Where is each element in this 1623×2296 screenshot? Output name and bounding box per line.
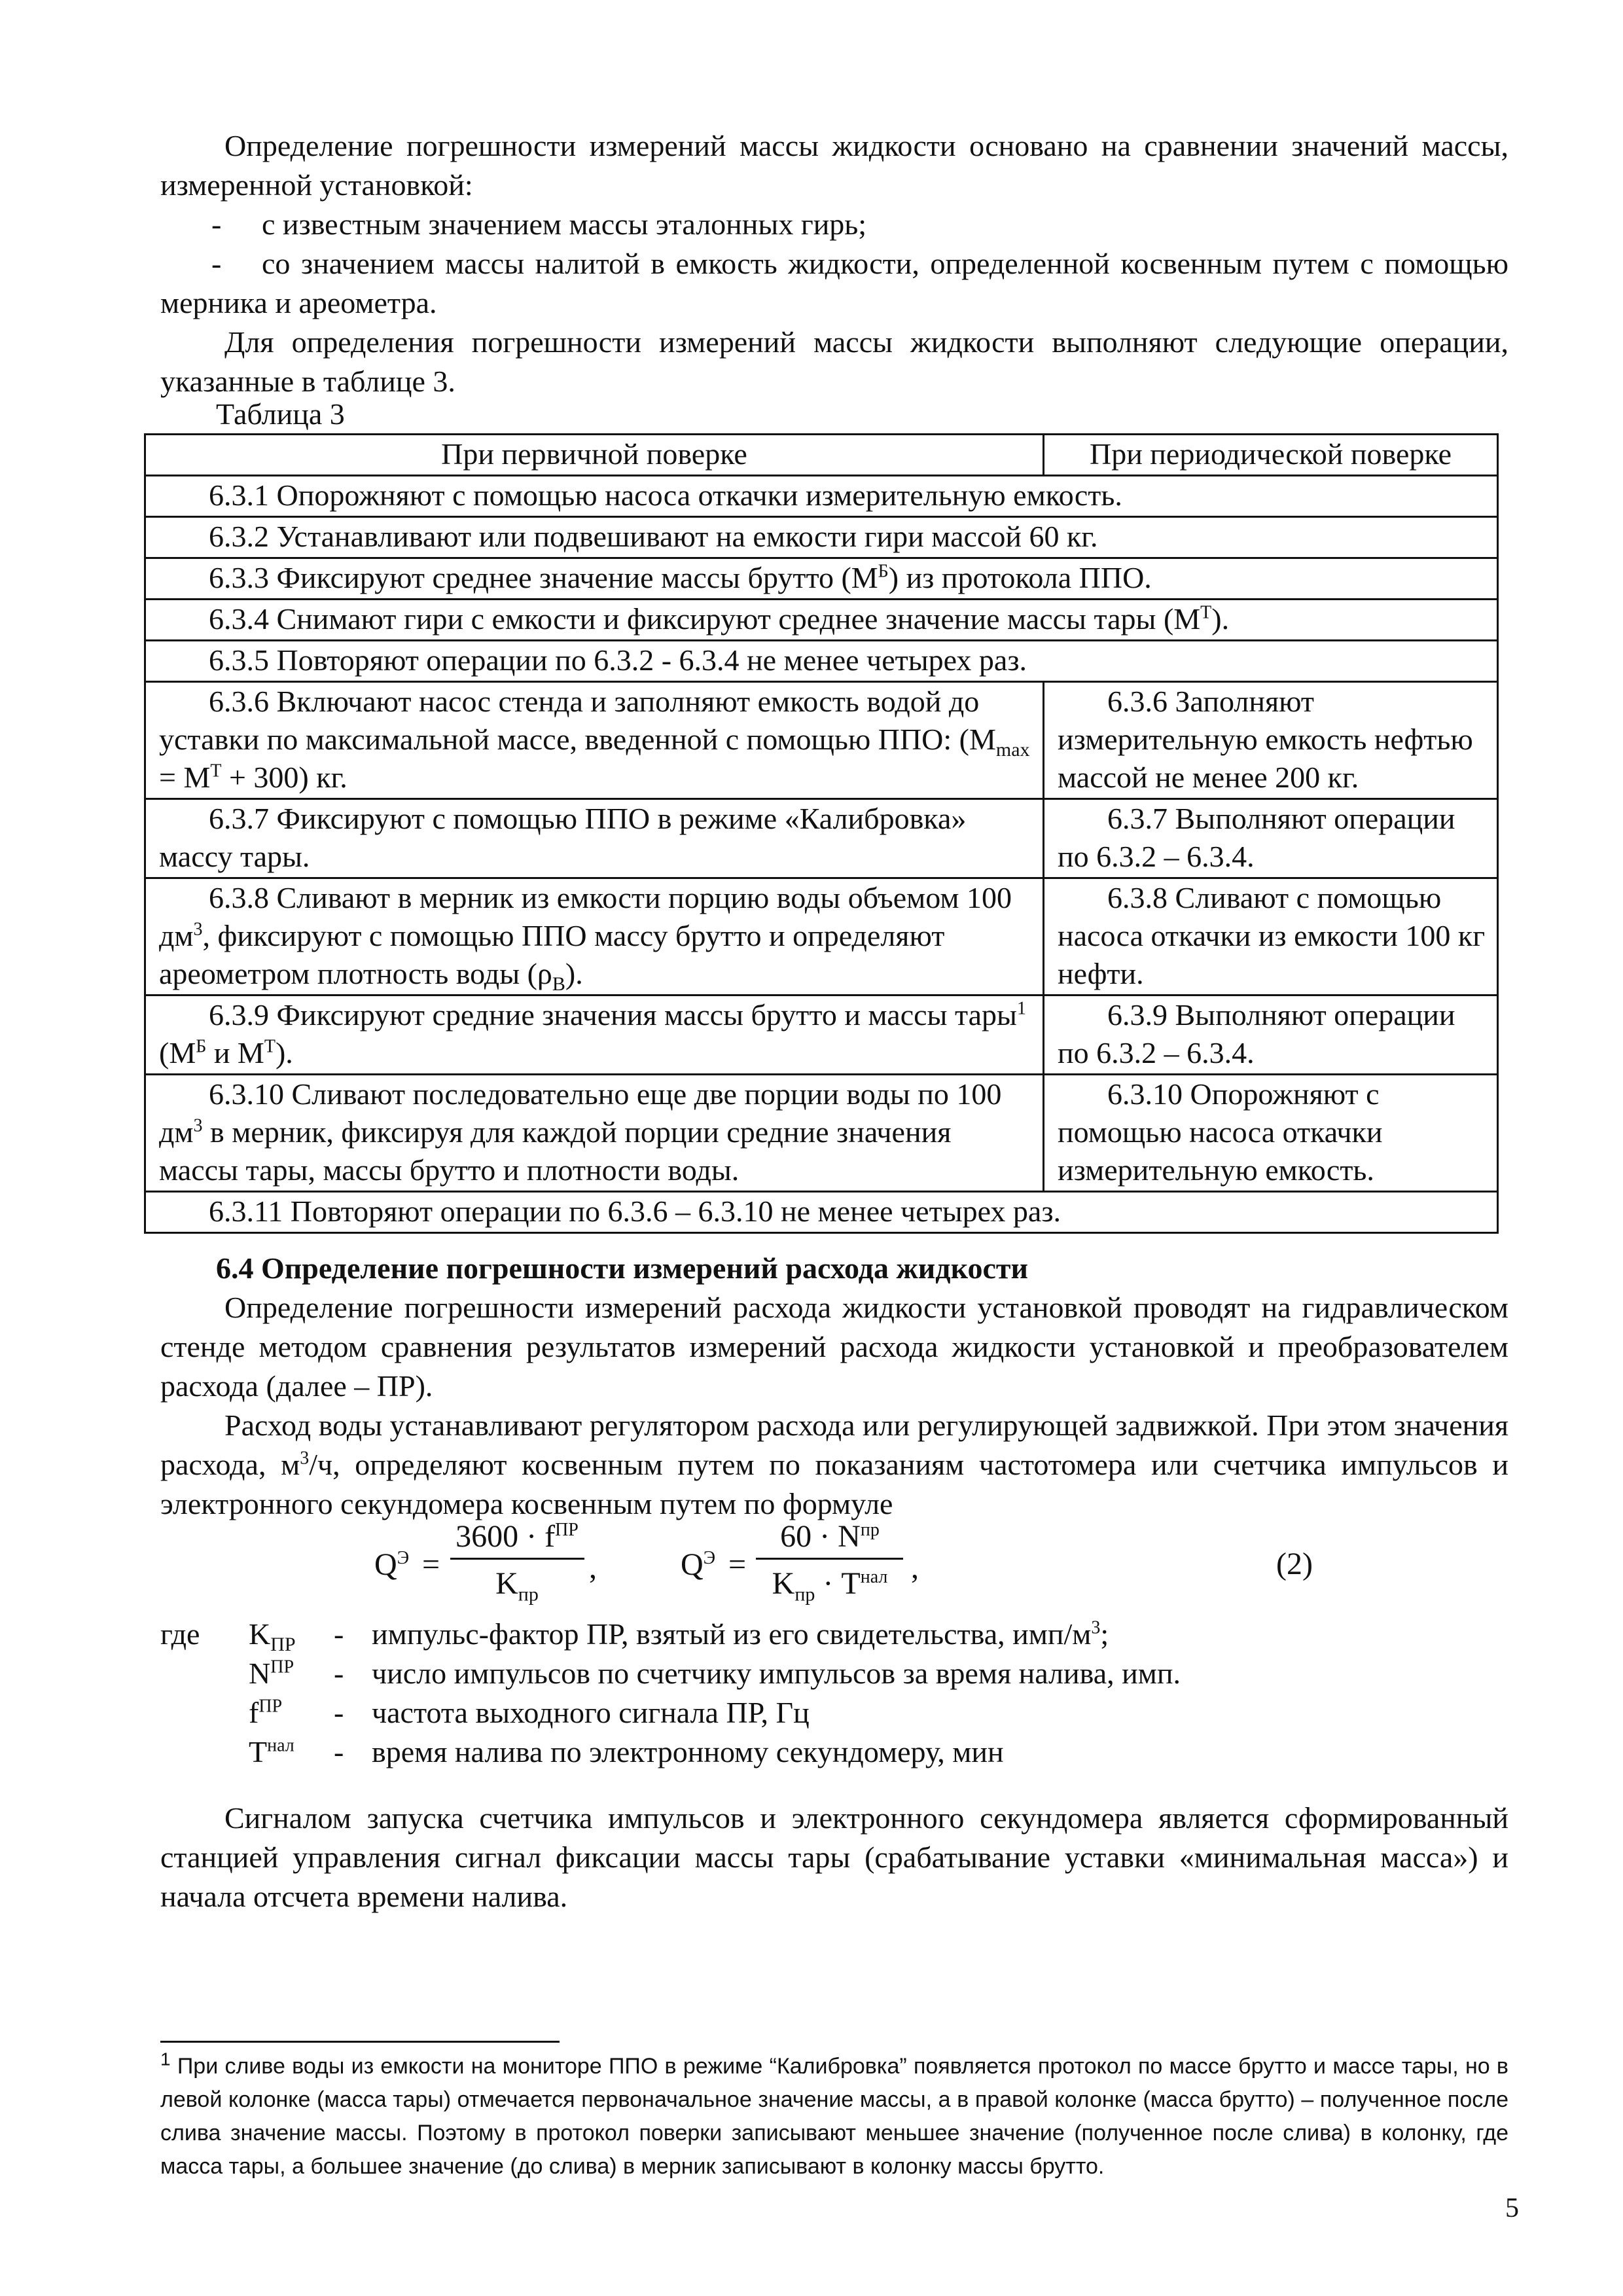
table-cell: 6.3.9 Фиксируют средние значения массы брутто и массы тары$^1$ ($М^Б$ и $М^Т$). [145, 996, 1044, 1075]
where-dash: - [334, 1735, 344, 1768]
table-row [145, 996, 1498, 1075]
verification-table [144, 433, 1499, 1234]
bullet-dash: - [211, 247, 222, 280]
table-row [145, 476, 1498, 517]
table-cell: 6.3.9 Выполняют операции по 6.3.2 – 6.3.4. [1044, 996, 1498, 1075]
section-paragraph: Определение погрешности измерений расхода жидкости установкой проводят на гидравлическом стенде методом сравнения результатов измерений расхода жидкости установкой и преобразователем расхода (далее – ПР). [160, 1291, 1508, 1403]
formula-comma: , [911, 1551, 919, 1585]
table-cell: 6.3.8 Сливают с помощью насоса откачки из емкости 100 кг нефти. [1044, 878, 1498, 996]
where-symbol: $N^{ПР}$ [249, 1657, 294, 1690]
formula-numerator: $60 \cdot N^{пр}$ [780, 1519, 880, 1554]
section-title: 6.4 Определение погрешности измерений расхода жидкости [216, 1251, 1028, 1285]
where-label: где [160, 1617, 200, 1651]
fraction-bar [450, 1558, 584, 1560]
table-cell: 6.3.7 Фиксируют с помощью ППО в режиме «Калибровка» массу тары. [145, 799, 1044, 878]
where-definition: частота выходного сигнала ПР, Гц [372, 1696, 810, 1729]
formula-number: (2) [1276, 1547, 1313, 1581]
intro-paragraph: Для определения погрешности измерений массы жидкости выполняют следующие операции, указанные в таблице 3. [160, 325, 1508, 398]
table-row [145, 1192, 1498, 1233]
where-definition: время налива по электронному секундомеру, мин [372, 1735, 1004, 1768]
table-row [145, 799, 1498, 878]
where-symbol: $T^{нал}$ [249, 1735, 294, 1768]
formula-denominator: $K_{пр} \cdot T^{нал}$ [772, 1566, 888, 1605]
bullet-item: со значением массы налитой в емкость жидкости, определенной косвенным путем с помощью мерника и ареометра. [160, 247, 1508, 319]
where-definition: число импульсов по счетчику импульсов за время налива, имп. [372, 1657, 1181, 1690]
page-number: 5 [1505, 2193, 1519, 2223]
formula-q: $Q^Э$ [681, 1547, 716, 1582]
fraction-bar [756, 1558, 903, 1560]
table-header-row [145, 435, 1498, 476]
table-cell: 6.3.6 Включают насос стенда и заполняют емкость водой до уставки по максимальной массе, введенной с помощью ППО: $(М_{max} = М^Т + 300)$ кг. [145, 682, 1044, 799]
footnote: $^1$ При сливе воды из емкости на мониторе ППО в режиме “Калибровка” появляется протокол по массе брутто и массе тары, но в левой колонке (масса тары) отмечается первоначальное значение массы, а в правой колонке (масса брутто) – полученное после слива значение массы. Поэтому в протокол поверки записывают меньшее значение (полученное после слива) в колонку, где масса тары, а большее значение (до слива) в мерник записывают в колонку массы брутто. [160, 2049, 1508, 2179]
table-row [145, 641, 1498, 682]
formula-equals: = [728, 1547, 747, 1582]
table-cell: 6.3.5 Повторяют операции по 6.3.2 - 6.3.4 не менее четырех раз. [145, 641, 1498, 682]
table-header-cell: При периодической поверке [1044, 435, 1498, 476]
table-cell: 6.3.4 Снимают гири с емкости и фиксируют среднее значение массы тары $(М^Т)$. [145, 600, 1498, 641]
table-cell: 6.3.10 Опорожняют с помощью насоса откачки измерительную емкость. [1044, 1075, 1498, 1192]
where-dash: - [334, 1617, 344, 1651]
table-caption: Таблица 3 [216, 397, 345, 431]
table-row [145, 682, 1498, 799]
bullet-dash: - [211, 207, 222, 241]
table-cell: 6.3.11 Повторяют операции по 6.3.6 – 6.3.10 не менее четырех раз. [145, 1192, 1498, 1233]
section-paragraph: Расход воды устанавливают регулятором расхода или регулирующей задвижкой. При этом значения расхода, $м^3/ч$, определяют косвенным путем по показаниям частотомера или счетчика импульсов и электронного секундомера косвенным путем по формуле [160, 1408, 1508, 1520]
bullet-item: с известным значением массы эталонных гирь; [262, 207, 867, 241]
intro-paragraph: Определение погрешности измерений массы жидкости основано на сравнении значений массы, измеренной установкой: [160, 129, 1508, 202]
table-row [145, 517, 1498, 558]
formula-q: $Q^Э$ [374, 1547, 410, 1582]
table-header-cell: При первичной поверке [145, 435, 1044, 476]
table-cell: 6.3.3 Фиксируют среднее значение массы брутто $(М^Б)$ из протокола ППО. [145, 558, 1498, 600]
table-cell: 6.3.1 Опорожняют с помощью насоса откачки измерительную емкость. [145, 476, 1498, 517]
table-row [145, 600, 1498, 641]
table-cell: 6.3.6 Заполняют измерительную емкость нефтью массой не менее 200 кг. [1044, 682, 1498, 799]
where-dash: - [334, 1657, 344, 1690]
table-cell: 6.3.8 Сливают в мерник из емкости порцию воды объемом 100 $дм^3$, фиксируют с помощью ППО массу брутто и определяют ареометром плотность воды $(\rho_В)$. [145, 878, 1044, 996]
formula-numerator: $3600 \cdot f^{ПР}$ [455, 1519, 579, 1554]
where-symbol: $f^{ПР}$ [249, 1696, 283, 1729]
where-symbol: $K_{ПР}$ [249, 1617, 296, 1656]
footnote-separator [160, 2041, 560, 2043]
closing-paragraph: Сигналом запуска счетчика импульсов и электронного секундомера является сформированный станцией управления сигнал фиксации массы тары (срабатывание уставки «минимальная масса») и начала отсчета времени налива. [160, 1801, 1508, 1913]
where-definition: импульс-фактор ПР, взятый из его свидетельства, имп/$м^3$; [372, 1617, 1109, 1651]
table-cell: 6.3.10 Сливают последовательно еще две порции воды по 100 $дм^3$ в мерник, фиксируя для каждой порции средние значения массы тары, массы брутто и плотности воды. [145, 1075, 1044, 1192]
table-row [145, 558, 1498, 600]
table-cell: 6.3.2 Устанавливают или подвешивают на емкости гири массой 60 кг. [145, 517, 1498, 558]
formula-equals: = [422, 1547, 440, 1582]
table-row [145, 878, 1498, 996]
table-row [145, 1075, 1498, 1192]
formula-comma: , [589, 1551, 597, 1585]
table-cell: 6.3.7 Выполняют операции по 6.3.2 – 6.3.4. [1044, 799, 1498, 878]
where-dash: - [334, 1696, 344, 1729]
formula-denominator: $K_{пр}$ [495, 1566, 539, 1605]
